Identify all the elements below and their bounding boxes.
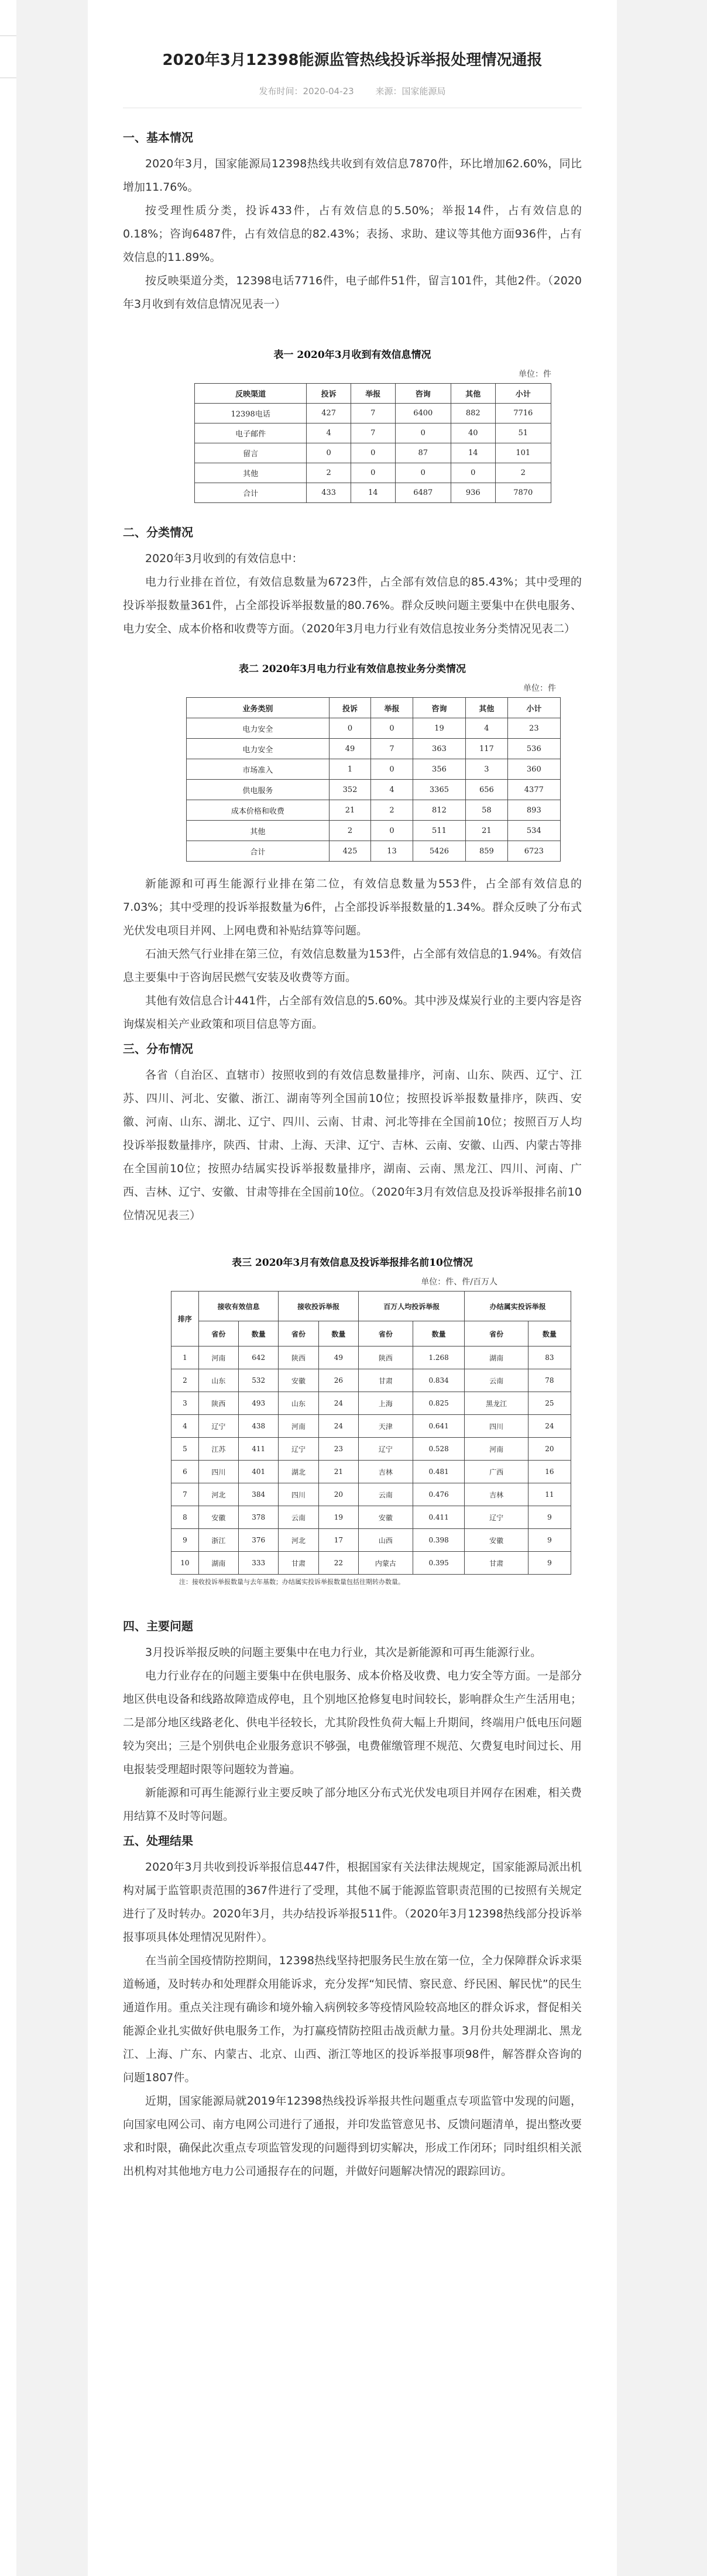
- table-header: 其他: [451, 384, 495, 404]
- table-header: 投诉: [307, 384, 351, 404]
- table-cell: 0: [371, 821, 413, 841]
- table-cell: 辽宁: [465, 1506, 528, 1529]
- table-cell: 河北: [198, 1483, 238, 1506]
- table-cell: 363: [413, 739, 465, 759]
- article-source: 来源：国家能源局: [375, 86, 446, 97]
- table-cell: 吉林: [465, 1483, 528, 1506]
- table3-unit: 单位：件、件/百万人: [421, 1277, 497, 1287]
- table-cell: 101: [495, 443, 551, 463]
- table-cell: 甘肃: [279, 1552, 318, 1575]
- table-cell: 425: [329, 841, 371, 862]
- table-cell: 2: [371, 800, 413, 821]
- section-heading-issues: 四、主要问题: [123, 1619, 193, 1633]
- table-cell: 0: [351, 463, 395, 483]
- table-cell: 山东: [198, 1369, 238, 1392]
- table-cell: 7: [351, 423, 395, 443]
- table-cell: 117: [466, 739, 508, 759]
- table-cell: 云南: [358, 1483, 413, 1506]
- table-cell: 安徽: [279, 1369, 318, 1392]
- table-cell: 9: [171, 1529, 199, 1552]
- table-cell: 14: [451, 443, 495, 463]
- table-header: 百万人均投诉举报: [358, 1292, 464, 1321]
- table-row: [187, 718, 561, 739]
- table-header: 投诉: [329, 698, 371, 718]
- table-cell: 2: [307, 463, 351, 483]
- table-cell: 21: [318, 1461, 358, 1483]
- table-row: [187, 800, 561, 821]
- table-cell: 83: [528, 1346, 571, 1369]
- table-cell: 湖南: [465, 1346, 528, 1369]
- table-cell: 25: [528, 1392, 571, 1415]
- table-cell: 22: [318, 1552, 358, 1575]
- article-meta: [123, 85, 582, 108]
- table3-caption: 表三 2020年3月有效信息及投诉举报排名前10位情况: [232, 1257, 473, 1269]
- table-cell: 河南: [465, 1438, 528, 1461]
- table-row: [187, 780, 561, 800]
- table-cell: 4: [371, 780, 413, 800]
- table-cell: 17: [318, 1529, 358, 1552]
- table-cell: 四川: [465, 1415, 528, 1438]
- section-heading-category: 二、分类情况: [123, 525, 193, 539]
- table-cell: 21: [329, 800, 371, 821]
- paragraph: 各省（自治区、直辖市）按照收到的有效信息数量排序，河南、山东、陕西、辽宁、江苏、四川、河北、安徽、浙江、湖南等列全国前10位；按照投诉举报数量排序，陕西、安徽、河南、山东、湖北、辽宁、四川、云南、甘肃、河北等排在全国前10位；按照百万人均投诉举报数量排序，陕西、甘肃、上海、天津、辽宁、吉林、云南、安徽、山西、内蒙古等排在全国前10位；按照办结属实投诉举报数量排序，湖南、云南、黑龙江、四川、河南、广西、吉林、辽宁、安徽、甘肃等排在全国前10位。（2020年3月有效信息及投诉举报排名前10位情况见表三）: [123, 1069, 582, 1222]
- table-cell: 0: [351, 443, 395, 463]
- table-cell: 江苏: [198, 1438, 238, 1461]
- table-row: [171, 1461, 571, 1483]
- table-row: [171, 1346, 571, 1369]
- table-cell: 427: [307, 404, 351, 423]
- table-cell: 合计: [195, 483, 307, 503]
- table-cell: 辽宁: [358, 1438, 413, 1461]
- table-cell: 其他: [195, 463, 307, 483]
- table-row: [187, 821, 561, 841]
- table-cell: 9: [528, 1529, 571, 1552]
- table-cell: 0.411: [413, 1506, 465, 1529]
- section-heading-results: 五、处理结果: [123, 1834, 193, 1848]
- table-cell: 四川: [198, 1461, 238, 1483]
- table-cell: 356: [413, 759, 465, 780]
- table-cell: 0.398: [413, 1529, 465, 1552]
- paragraph: 2020年3月，国家能源局12398热线共收到有效信息7870件，环比增加62.60%，同比增加11.76%。: [123, 157, 582, 194]
- table-cell: 安徽: [465, 1529, 528, 1552]
- table2-unit: 单位：件: [523, 684, 556, 693]
- table-header: 省份: [358, 1321, 413, 1346]
- table-cell: 532: [239, 1369, 279, 1392]
- table-cell: 2: [329, 821, 371, 841]
- table-header: 反映渠道: [195, 384, 307, 404]
- table-cell: 360: [507, 759, 560, 780]
- table-cell: 河南: [198, 1346, 238, 1369]
- table-cell: 陕西: [198, 1392, 238, 1415]
- table-row: [171, 1415, 571, 1438]
- table-cell: 0.528: [413, 1438, 465, 1461]
- table3-body: [171, 1346, 571, 1575]
- table-cell: 安徽: [358, 1506, 413, 1529]
- table-row: [187, 739, 561, 759]
- table-cell: 9: [528, 1552, 571, 1575]
- table-subheader-row: [171, 1321, 571, 1346]
- table-cell: 3: [171, 1392, 199, 1415]
- table-cell: 7870: [495, 483, 551, 503]
- table-cell: 黑龙江: [465, 1392, 528, 1415]
- table-cell: 58: [466, 800, 508, 821]
- paragraph: 石油天然气行业排在第三位，有效信息数量为153件，占全部有效信息的1.94%。有效信息主要集中于咨询居民燃气安装及收费等方面。: [123, 948, 582, 984]
- table-cell: 14: [351, 483, 395, 503]
- table-cell: 8: [171, 1506, 199, 1529]
- paragraph: 电力行业排在首位，有效信息数量为6723件，占全部有效信息的85.43%；其中受理的投诉举报数量361件，占全部投诉举报数量的80.76%。群众反映问题主要集中在供电服务、电力安全、成本价格和收费等方面。（2020年3月电力行业有效信息按业务分类情况见表二）: [123, 576, 582, 635]
- table-row: [171, 1483, 571, 1506]
- table-row: [171, 1529, 571, 1552]
- table-row: [171, 1392, 571, 1415]
- table-cell: 23: [318, 1438, 358, 1461]
- table-cell: 0.834: [413, 1369, 465, 1392]
- table-cell: 6: [171, 1461, 199, 1483]
- table-cell: 1: [329, 759, 371, 780]
- table-cell: 6487: [395, 483, 451, 503]
- table-cell: 内蒙古: [358, 1552, 413, 1575]
- table1-caption: 表一 2020年3月收到有效信息情况: [273, 349, 431, 361]
- table-cell: 893: [507, 800, 560, 821]
- paragraph: 按受理性质分类，投诉433件，占有效信息的5.50%；举报14件，占有效信息的0.18%；咨询6487件，占有效信息的82.43%；表扬、求助、建议等其他方面936件，占有效信息的11.89%。: [123, 204, 582, 264]
- table-cell: 0: [371, 718, 413, 739]
- table-cell: 9: [528, 1506, 571, 1529]
- table2: [186, 697, 561, 862]
- sidebar-divider: [0, 35, 16, 36]
- paragraph: 按反映渠道分类，12398电话7716件，电子邮件51件，留言101件，其他2件。（2020年3月收到有效信息情况见表一）: [123, 274, 582, 311]
- table-cell: 5: [171, 1438, 199, 1461]
- table-row: [195, 483, 551, 503]
- table-cell: 511: [413, 821, 465, 841]
- table-cell: 7: [371, 739, 413, 759]
- table-cell: 3: [466, 759, 508, 780]
- section-heading-basic: 一、基本情况: [123, 130, 193, 144]
- paragraph: 2020年3月收到的有效信息中：: [145, 552, 303, 565]
- table-cell: 642: [239, 1346, 279, 1369]
- table-cell: 广西: [465, 1461, 528, 1483]
- table-cell: 0: [451, 463, 495, 483]
- paragraph: 近期，国家能源局就2019年12398热线投诉举报共性问题重点专项监管中发现的问题，向国家电网公司、南方电网公司进行了通报，并印发监管意见书、反馈问题清单，提出整改要求和时限，确保此次重点专项监管发现的问题得到切实解决，形成工作闭环；同时组织相关派出机构对其他地方电力公司通报存在的问题，并做好问题解决情况的跟踪回访。: [123, 2095, 582, 2178]
- table-cell: 23: [507, 718, 560, 739]
- table-row: [171, 1552, 571, 1575]
- table-cell: 49: [318, 1346, 358, 1369]
- table-cell: 2: [171, 1369, 199, 1392]
- table-header: 省份: [198, 1321, 238, 1346]
- table-cell: 山西: [358, 1529, 413, 1552]
- table-cell: 352: [329, 780, 371, 800]
- table-cell: 云南: [465, 1369, 528, 1392]
- table-cell: 7: [351, 404, 395, 423]
- table-cell: 0: [329, 718, 371, 739]
- table-cell: 19: [318, 1506, 358, 1529]
- table-cell: 电力安全: [187, 718, 330, 739]
- table-header: 排序: [171, 1292, 199, 1346]
- table-cell: 留言: [195, 443, 307, 463]
- table2-caption: 表二 2020年3月电力行业有效信息按业务分类情况: [238, 663, 466, 675]
- table-cell: 陕西: [358, 1346, 413, 1369]
- table-cell: 49: [329, 739, 371, 759]
- table-header: 业务类别: [187, 698, 330, 718]
- table-cell: 0.481: [413, 1461, 465, 1483]
- table-cell: 16: [528, 1461, 571, 1483]
- table1-unit: 单位：件: [519, 370, 551, 379]
- table-cell: 7: [171, 1483, 199, 1506]
- table-cell: 合计: [187, 841, 330, 862]
- table-cell: 电子邮件: [195, 423, 307, 443]
- table-cell: 辽宁: [279, 1438, 318, 1461]
- table3-note: 注：接收投诉举报数量与去年基数；办结属实投诉举报数量包括往期转办数量。: [179, 1578, 404, 1586]
- table-cell: 433: [307, 483, 351, 503]
- table-cell: 湖南: [198, 1552, 238, 1575]
- table-cell: 0: [395, 463, 451, 483]
- table-cell: 40: [451, 423, 495, 443]
- table-cell: 378: [239, 1506, 279, 1529]
- table-header: 举报: [371, 698, 413, 718]
- table-cell: 882: [451, 404, 495, 423]
- table-cell: 21: [466, 821, 508, 841]
- article-container: [88, 0, 617, 2576]
- table-row: [195, 404, 551, 423]
- table-row: [195, 423, 551, 443]
- table-cell: 1: [171, 1346, 199, 1369]
- table-cell: 0: [307, 443, 351, 463]
- table-cell: 上海: [358, 1392, 413, 1415]
- paragraph: 其他有效信息合计441件，占全部有效信息的5.60%。其中涉及煤炭行业的主要内容是咨询煤炭相关产业政策和项目信息等方面。: [123, 994, 582, 1031]
- table-cell: 4377: [507, 780, 560, 800]
- table-header: 省份: [279, 1321, 318, 1346]
- table-cell: 493: [239, 1392, 279, 1415]
- table-cell: 26: [318, 1369, 358, 1392]
- table-cell: 山东: [279, 1392, 318, 1415]
- table-cell: 0.641: [413, 1415, 465, 1438]
- table-cell: 11: [528, 1483, 571, 1506]
- table-cell: 812: [413, 800, 465, 821]
- table-row: [171, 1506, 571, 1529]
- table-cell: 19: [413, 718, 465, 739]
- sidebar-divider: [0, 77, 16, 78]
- table-header: 数量: [318, 1321, 358, 1346]
- table-cell: 24: [528, 1415, 571, 1438]
- table-cell: 湖北: [279, 1461, 318, 1483]
- table-row: [187, 759, 561, 780]
- table-cell: 24: [318, 1415, 358, 1438]
- table-cell: 1.268: [413, 1346, 465, 1369]
- table-header-row: [195, 384, 551, 404]
- table-cell: 云南: [279, 1506, 318, 1529]
- table-cell: 384: [239, 1483, 279, 1506]
- table-header: 咨询: [395, 384, 451, 404]
- paragraph: 3月投诉举报反映的问题主要集中在电力行业，其次是新能源和可再生能源行业。: [145, 1646, 542, 1659]
- table-cell: 534: [507, 821, 560, 841]
- table-cell: 4: [307, 423, 351, 443]
- paragraph: 新能源和可再生能源行业排在第二位，有效信息数量为553件，占全部有效信息的7.03%；其中受理的投诉举报数量为6件，占全部投诉举报数量的1.34%。群众反映了分布式光伏发电项目并网、上网电费和补贴结算等问题。: [123, 877, 582, 937]
- table-cell: 甘肃: [358, 1369, 413, 1392]
- table-cell: 78: [528, 1369, 571, 1392]
- table-header: 数量: [413, 1321, 465, 1346]
- paragraph: 新能源和可再生能源行业主要反映了部分地区分布式光伏发电项目并网存在困难，相关费用结算不及时等问题。: [123, 1786, 582, 1823]
- article-title: 2020年3月12398能源监管热线投诉举报处理情况通报: [162, 51, 543, 69]
- table-header: 小计: [495, 384, 551, 404]
- table-cell: 87: [395, 443, 451, 463]
- table3: [171, 1291, 571, 1575]
- paragraph: 电力行业存在的问题主要集中在供电服务、成本价格及收费、电力安全等方面。一是部分地区供电设备和线路故障造成停电，且个别地区抢修复电时间较长，影响群众生产生活用电；二是部分地区线路老化、供电半径较长，尤其阶段性负荷大幅上升期间，终端用户低电压问题较为突出；三是个别供电企业服务意识不够强，电费催缴管理不规范、欠费复电时间过长、用电报装受理超时限等问题较为普遍。: [123, 1669, 582, 1776]
- table-cell: 438: [239, 1415, 279, 1438]
- table-row: [171, 1369, 571, 1392]
- table-cell: 20: [318, 1483, 358, 1506]
- table-cell: 吉林: [358, 1461, 413, 1483]
- table-cell: 其他: [187, 821, 330, 841]
- table-cell: 市场准入: [187, 759, 330, 780]
- table-row: [171, 1438, 571, 1461]
- table-row: [195, 463, 551, 483]
- table-cell: 浙江: [198, 1529, 238, 1552]
- table-cell: 0.395: [413, 1552, 465, 1575]
- table-cell: 536: [507, 739, 560, 759]
- table-header: 数量: [528, 1321, 571, 1346]
- table-cell: 2: [495, 463, 551, 483]
- table-cell: 河南: [279, 1415, 318, 1438]
- table-cell: 936: [451, 483, 495, 503]
- table-header: 举报: [351, 384, 395, 404]
- table-cell: 333: [239, 1552, 279, 1575]
- table-cell: 6723: [507, 841, 560, 862]
- table-cell: 陕西: [279, 1346, 318, 1369]
- table-cell: 20: [528, 1438, 571, 1461]
- table-header: 接收有效信息: [198, 1292, 279, 1321]
- table-cell: 10: [171, 1552, 199, 1575]
- table-row: [195, 443, 551, 463]
- table-cell: 电力安全: [187, 739, 330, 759]
- table-header-row: [187, 698, 561, 718]
- table-cell: 成本价格和收费: [187, 800, 330, 821]
- table-header-row: [171, 1292, 571, 1321]
- table-cell: 411: [239, 1438, 279, 1461]
- table-row: [187, 841, 561, 862]
- table-cell: 0.825: [413, 1392, 465, 1415]
- table-cell: 859: [466, 841, 508, 862]
- table-cell: 甘肃: [465, 1552, 528, 1575]
- table-cell: 7716: [495, 404, 551, 423]
- table-cell: 四川: [279, 1483, 318, 1506]
- table1: [194, 383, 551, 503]
- table-cell: 0: [395, 423, 451, 443]
- table-cell: 376: [239, 1529, 279, 1552]
- table-cell: 656: [466, 780, 508, 800]
- table-cell: 6400: [395, 404, 451, 423]
- table-cell: 13: [371, 841, 413, 862]
- table-cell: 天津: [358, 1415, 413, 1438]
- table-cell: 3365: [413, 780, 465, 800]
- table-cell: 河北: [279, 1529, 318, 1552]
- table-cell: 安徽: [198, 1506, 238, 1529]
- table-cell: 4: [466, 718, 508, 739]
- table-cell: 供电服务: [187, 780, 330, 800]
- paragraph: 在当前全国疫情防控期间，12398热线坚持把服务民生放在第一位，全力保障群众诉求渠道畅通，及时转办和处理群众用能诉求，充分发挥“知民情、察民意、纾民困、解民忧”的民生通道作用。重点关注现有确诊和境外输入病例较多等疫情风险较高地区的群众诉求，督促相关能源企业扎实做好供电服务工作，为打赢疫情防控阻击战贡献力量。3月份共处理湖北、黑龙江、上海、广东、内蒙古、北京、山西、浙江等地区的投诉举报事项98件，解答群众咨询的问题1807件。: [123, 1954, 582, 2084]
- table-cell: 0: [371, 759, 413, 780]
- table-header: 办结属实投诉举报: [465, 1292, 571, 1321]
- table-header: 省份: [465, 1321, 528, 1346]
- table-cell: 5426: [413, 841, 465, 862]
- paragraph: 2020年3月共收到投诉举报信息447件，根据国家有关法律法规规定，国家能源局派出机构对属于监管职责范围的367件进行了受理，其他不属于能源监管职责范围的已按照有关规定进行了及时转办。2020年3月，共办结投诉举报511件。（2020年3月12398热线部分投诉举报事项具体处理情况见附件）。: [123, 1861, 582, 1944]
- left-sidebar-edge: [0, 0, 16, 2576]
- table-cell: 24: [318, 1392, 358, 1415]
- table-header: 数量: [239, 1321, 279, 1346]
- table-cell: 51: [495, 423, 551, 443]
- table-cell: 401: [239, 1461, 279, 1483]
- table-header: 接收投诉举报: [279, 1292, 359, 1321]
- table-cell: 辽宁: [198, 1415, 238, 1438]
- table-cell: 4: [171, 1415, 199, 1438]
- section-heading-distribution: 三、分布情况: [123, 1042, 193, 1056]
- table-header: 其他: [466, 698, 508, 718]
- table-header: 小计: [507, 698, 560, 718]
- publish-date: 发布时间：2020-04-23: [259, 86, 354, 97]
- table-cell: 0.476: [413, 1483, 465, 1506]
- table-header: 咨询: [413, 698, 465, 718]
- table-cell: 12398电话: [195, 404, 307, 423]
